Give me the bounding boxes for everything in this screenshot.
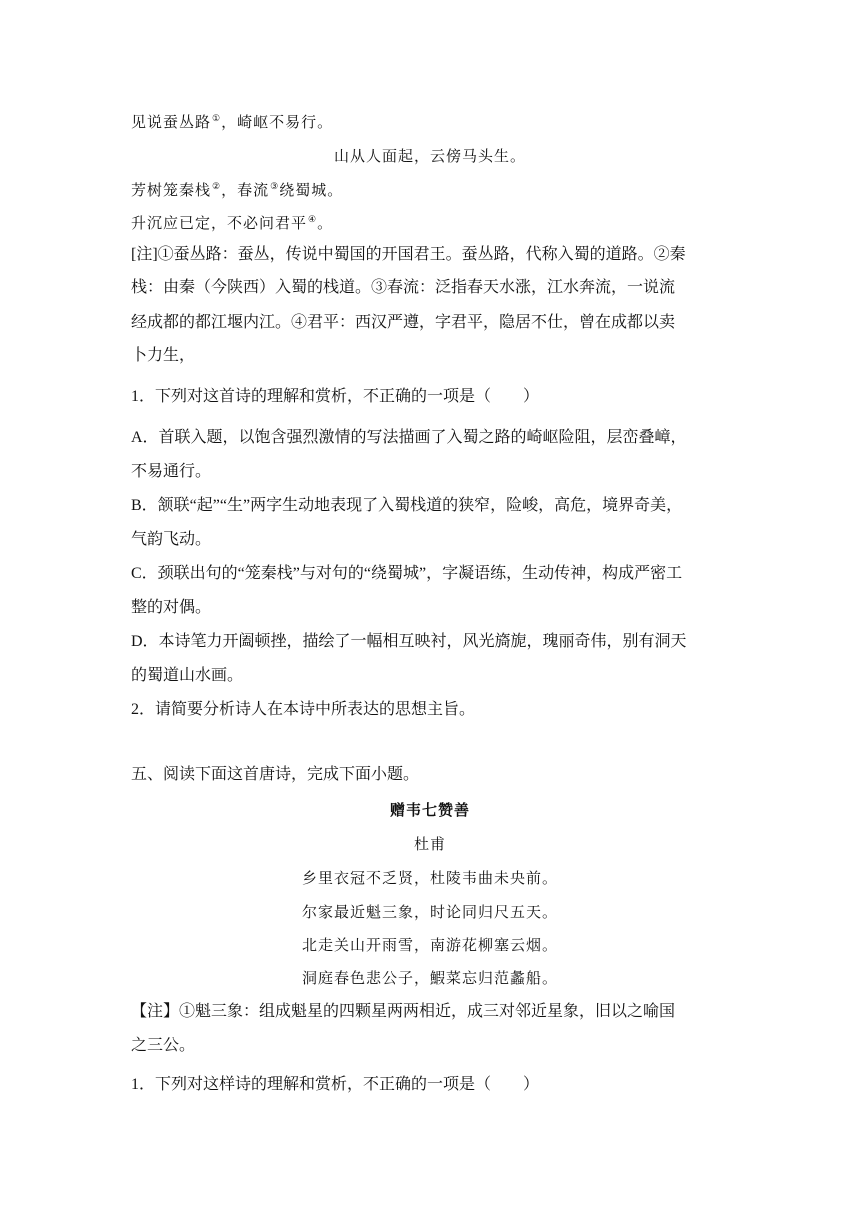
question-1-stem: 1．下列对这首诗的理解和赏析，不正确的一项是（ ）	[131, 388, 540, 405]
note-line: 经成都的都江堰内江。④君平：西汉严遵，字君平，隐居不仕，曾在成都以卖	[131, 314, 676, 331]
poem-note-cont: 之三公。	[131, 1037, 196, 1054]
poem-title: 赠韦七赞善	[389, 801, 470, 819]
question-2-stem: 2．请简要分析诗人在本诗中所表达的思想主旨。	[131, 701, 476, 718]
option-b: B．颔联“起”“生”两字生动地表现了入蜀栈道的狭窄，险峻，高危，境界奇美，	[131, 497, 683, 514]
note-line: 栈：由秦（今陕西）入蜀的栈道。③春流：泛指春天水涨，江水奔流，一说流	[131, 279, 676, 296]
poem-line-1: 见说蚕丛路①，崎岖不易行。	[131, 113, 334, 131]
poem-line: 北走关山开雨雪，南游花柳塞云烟。	[301, 936, 558, 954]
poem-line-2: 山从人面起，云傍马头生。	[333, 147, 526, 165]
option-a-cont: 不易通行。	[131, 463, 212, 480]
poem-line: 乡里衣冠不乏贤，杜陵韦曲未央前。	[301, 869, 558, 887]
option-d-cont: 的蜀道山水画。	[131, 667, 244, 684]
section5-question-1: 1．下列对这样诗的理解和赏析，不正确的一项是（ ）	[131, 1076, 540, 1093]
poem-line: 洞庭春色悲公子，鰕菜忘归范蠡船。	[301, 969, 558, 987]
poem-line-4: 升沉应已定，不必问君平④。	[131, 214, 334, 232]
note-line: [注]①蚕丛路：蚕丛，传说中蜀国的开国君王。蚕丛路，代称入蜀的道路。②秦	[131, 246, 686, 263]
poem-line-3: 芳树笼秦栈②，春流③绕蜀城。	[131, 181, 344, 199]
option-d: D．本诗笔力开阖顿挫，描绘了一幅相互映衬，风光旖旎，瑰丽奇伟，别有洞天	[131, 633, 687, 650]
option-c-cont: 整的对偶。	[131, 599, 212, 616]
poem-author: 杜甫	[413, 835, 446, 853]
note-line: 卜力生，	[131, 347, 196, 364]
poem-line: 尔家最近魁三象，时论同归尺五天。	[301, 903, 558, 921]
option-a: A．首联入题，以饱含强烈激情的写法描画了入蜀之路的崎岖险阻，层峦叠嶂，	[131, 429, 687, 446]
poem-note: 【注】①魁三象：组成魁星的四颗星两两相近，成三对邻近星象，旧以之喻国	[131, 1003, 676, 1020]
option-c: C．颈联出句的“笼秦栈”与对句的“绕蜀城”，字凝语练，生动传神，构成严密工	[131, 565, 683, 582]
option-b-cont: 气韵飞动。	[131, 531, 212, 548]
section-heading: 五、阅读下面这首唐诗，完成下面小题。	[131, 766, 420, 783]
